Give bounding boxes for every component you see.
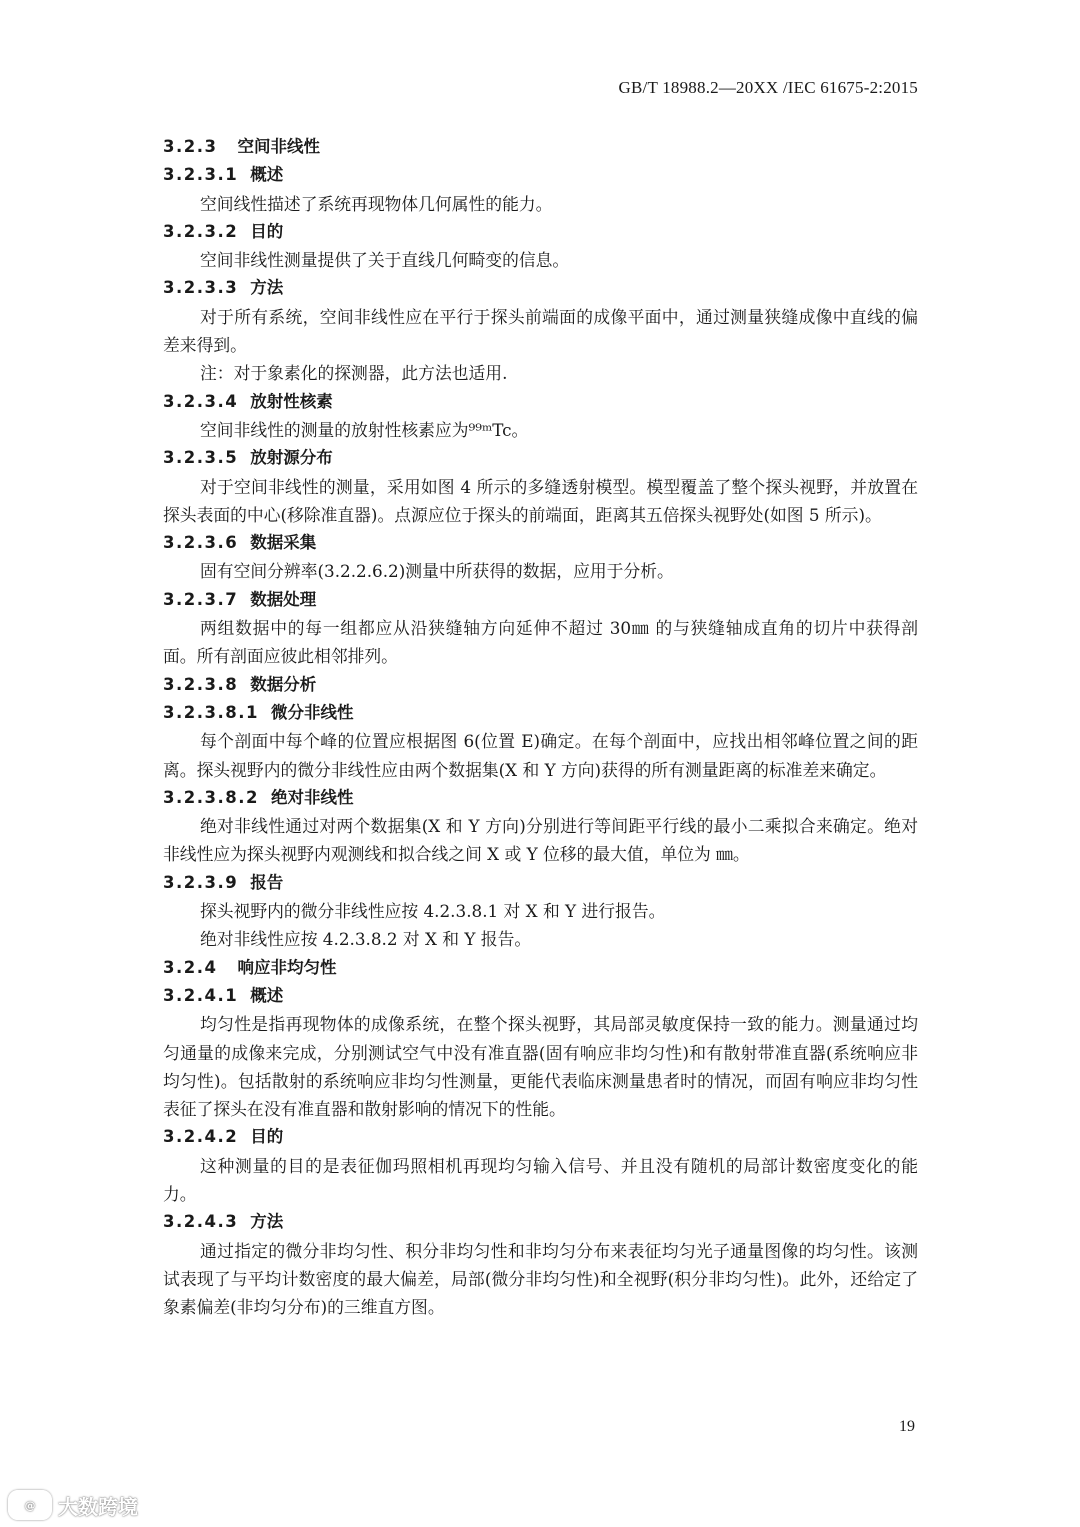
section-title: 方法 — [250, 1212, 284, 1232]
paragraph: 绝对非线性应按 4.2.3.8.2 对 X 和 Y 报告。 — [200, 929, 532, 950]
section-heading — [163, 982, 918, 1010]
section-title: 放射源分布 — [250, 448, 333, 468]
section-heading — [163, 671, 918, 699]
section-number: 3.2.3.6 — [163, 533, 239, 553]
paragraph: 这种测量的目的是表征伽玛照相机再现均匀输入信号、并且没有随机的局部计数密度变化的能力。 — [163, 1155, 918, 1204]
watermark-text: 大数跨境 — [58, 1494, 138, 1519]
section-number: 3.2.4 — [163, 957, 218, 977]
paragraph: 对于空间非线性的测量，采用如图 4 所示的多缝透射模型。模型覆盖了整个探头视野，并放置在探头表面的中心(移除准直器)。点源应位于探头的前端面，距离其五倍探头视野处(如图 5 所示)。 — [163, 476, 918, 525]
paragraph: 对于所有系统，空间非线性应在平行于探头前端面的成像平面中，通过测量狭缝成像中直线的偏差来得到。 — [163, 306, 918, 356]
section-title: 数据处理 — [250, 589, 317, 609]
paragraph: 通过指定的微分非均匀性、积分非均匀性和非均匀分布来表征均匀光子通量图像的均匀性。该测试表现了与平均计数密度的最大偏差，局部(微分非均匀性)和全视野(积分非均匀性)。此外，还给定了象素偏差(非均匀分布)的三维直方图。 — [163, 1240, 918, 1318]
section-heading — [163, 699, 918, 727]
section-heading — [163, 954, 918, 982]
section-heading — [163, 784, 918, 812]
section-title: 目的 — [250, 1127, 284, 1147]
watermark-logo-icon: @ — [8, 1490, 52, 1520]
section-title: 空间非线性 — [237, 137, 320, 156]
paragraph: 均匀性是指再现物体的成像系统，在整个探头视野，其局部灵敏度保持一致的能力。测量通过均匀通量的成像来完成，分别测试空气中没有准直器(固有响应非均匀性)和有散射带准直器(系统响应非均匀性)。包括散射的系统响应非均匀性测量，更能代表临床测量患者时的情况，而固有响应非均匀性表征了探头在没有准直器和散射影响的情况下的性能。 — [163, 1014, 918, 1120]
paragraph: 空间非线性测量提供了关于直线几何畸变的信息。 — [200, 250, 570, 271]
section-heading — [163, 586, 918, 614]
section-heading — [163, 1208, 918, 1236]
section-heading — [163, 161, 918, 189]
paragraph: 两组数据中的每一组都应从沿狭缝轴方向延伸不超过 30㎜ 的与狭缝轴成直角的切片中获得剖面。所有剖面应彼此相邻排列。 — [163, 618, 918, 667]
section-title: 数据采集 — [250, 533, 317, 553]
section-heading — [163, 133, 918, 161]
section-title: 概述 — [250, 985, 284, 1005]
document-body — [163, 133, 918, 1321]
section-title: 方法 — [250, 278, 284, 298]
section-title: 目的 — [250, 221, 284, 241]
section-title: 微分非线性 — [270, 702, 354, 722]
paragraph: 固有空间分辨率(3.2.2.6.2)测量中所获得的数据，应用于分析。 — [200, 561, 674, 582]
paragraph: 绝对非线性通过对两个数据集(X 和 Y 方向)分别进行等间距平行线的最小二乘拟合来确定。绝对非线性应为探头视野内观测线和拟合线之间 X 或 Y 位移的最大值，单位为 ㎜。 — [163, 816, 918, 865]
section-title: 概述 — [250, 165, 284, 185]
section-title: 绝对非线性 — [270, 787, 354, 807]
section-title: 放射性核素 — [250, 391, 333, 411]
section-heading — [163, 218, 918, 246]
section-number: 3.2.3.1 — [163, 165, 239, 185]
section-number: 3.2.3.8.2 — [163, 787, 259, 807]
paragraph: 空间线性描述了系统再现物体几何属性的能力。 — [200, 193, 553, 214]
section-heading — [163, 1123, 918, 1151]
section-heading — [163, 388, 918, 416]
section-number: 3.2.3.7 — [163, 589, 239, 609]
paragraph: 每个剖面中每个峰的位置应根据图 6(位置 E)确定。在每个剖面中，应找出相邻峰位置之间的距离。探头视野内的微分非线性应由两个数据集(X 和 Y 方向)获得的所有测量距离的标准差来确定。 — [163, 731, 918, 780]
standard-code-header: GB/T 18988.2—20XX /IEC 61675-2:2015 — [618, 78, 918, 97]
section-number: 3.2.3.8.1 — [163, 702, 259, 722]
section-heading — [163, 529, 918, 557]
section-number: 3.2.4.3 — [163, 1212, 239, 1232]
section-number: 3.2.3 — [163, 137, 218, 156]
section-number: 3.2.4.2 — [163, 1127, 239, 1147]
section-title: 数据分析 — [250, 674, 317, 694]
section-number: 3.2.3.5 — [163, 448, 239, 468]
paragraph: 空间非线性的测量的放射性核素应为⁹⁹ᵐTc。 — [200, 419, 529, 440]
section-number: 3.2.3.3 — [163, 278, 239, 298]
page-number: 19 — [899, 1418, 915, 1435]
section-heading — [163, 274, 918, 302]
section-number: 3.2.3.4 — [163, 391, 239, 411]
section-title: 响应非均匀性 — [237, 957, 337, 977]
watermark — [8, 1490, 138, 1520]
section-number: 3.2.3.9 — [163, 872, 239, 892]
section-number: 3.2.3.2 — [163, 221, 239, 241]
section-heading — [163, 869, 918, 897]
section-heading — [163, 444, 918, 472]
paragraph: 探头视野内的微分非线性应按 4.2.3.8.1 对 X 和 Y 进行报告。 — [200, 901, 666, 922]
section-number: 3.2.3.8 — [163, 674, 239, 694]
section-number: 3.2.4.1 — [163, 985, 239, 1005]
paragraph: 注：对于象素化的探测器，此方法也适用. — [200, 363, 508, 384]
section-title: 报告 — [250, 872, 284, 892]
